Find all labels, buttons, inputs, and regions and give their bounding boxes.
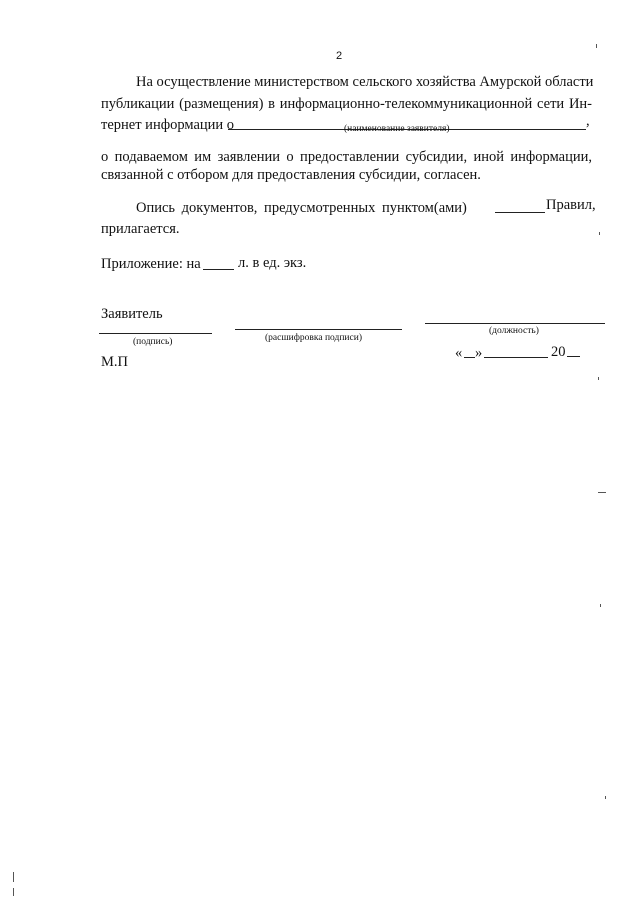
scan-speck xyxy=(605,796,606,799)
para3-line1-suffix: Правил, xyxy=(546,197,596,213)
date-month-underline xyxy=(484,357,548,358)
para1-line1: На осуществление министерством сельского хозяйства Амурской области xyxy=(136,74,594,90)
para3-line1-prefix: Опись документов, предусмотренных пунктом(ами) xyxy=(136,200,467,216)
signature-decoding-underline xyxy=(235,329,402,330)
date-day-underline xyxy=(464,357,475,358)
scan-speck xyxy=(596,44,597,48)
signature-underline xyxy=(99,333,212,334)
date-close-quote: » xyxy=(475,345,483,361)
date-open-quote: « xyxy=(455,345,463,361)
scan-speck xyxy=(598,377,599,380)
para1-line3-suffix: , xyxy=(586,113,590,129)
scan-speck xyxy=(600,604,601,607)
para2-line1: о подаваемом им заявлении о предоставлении субсидии, иной информации, xyxy=(101,149,592,165)
para2-line2: связанной с отбором для предоставления субсидии, согласен. xyxy=(101,167,481,183)
date-year-underline xyxy=(567,356,580,357)
stamp-label: М.П xyxy=(101,354,128,370)
scan-speck xyxy=(13,872,14,882)
sheet-count-underline xyxy=(203,269,234,270)
rules-clause-underline xyxy=(495,212,545,213)
date-year-prefix: 20 xyxy=(551,344,566,360)
signature-caption: (подпись) xyxy=(133,337,173,347)
para1-line2: публикации (размещения) в информационно-телекоммуникационной сети Ин- xyxy=(101,96,592,112)
attachment-prefix: Приложение: на xyxy=(101,256,201,272)
para1-line3-prefix: тернет информации о xyxy=(101,117,235,133)
position-caption: (должность) xyxy=(489,326,539,336)
signature-decoding-caption: (расшифровка подписи) xyxy=(265,333,362,343)
attachment-suffix: л. в ед. экз. xyxy=(238,255,307,271)
para3-line2: прилагается. xyxy=(101,221,180,237)
page-number: 2 xyxy=(336,50,343,62)
scan-speck xyxy=(13,888,14,896)
scan-speck xyxy=(598,492,606,493)
applicant-name-caption: (наименование заявителя) xyxy=(344,124,450,134)
scan-speck xyxy=(599,232,600,235)
applicant-label: Заявитель xyxy=(101,306,163,322)
position-underline xyxy=(425,323,605,324)
